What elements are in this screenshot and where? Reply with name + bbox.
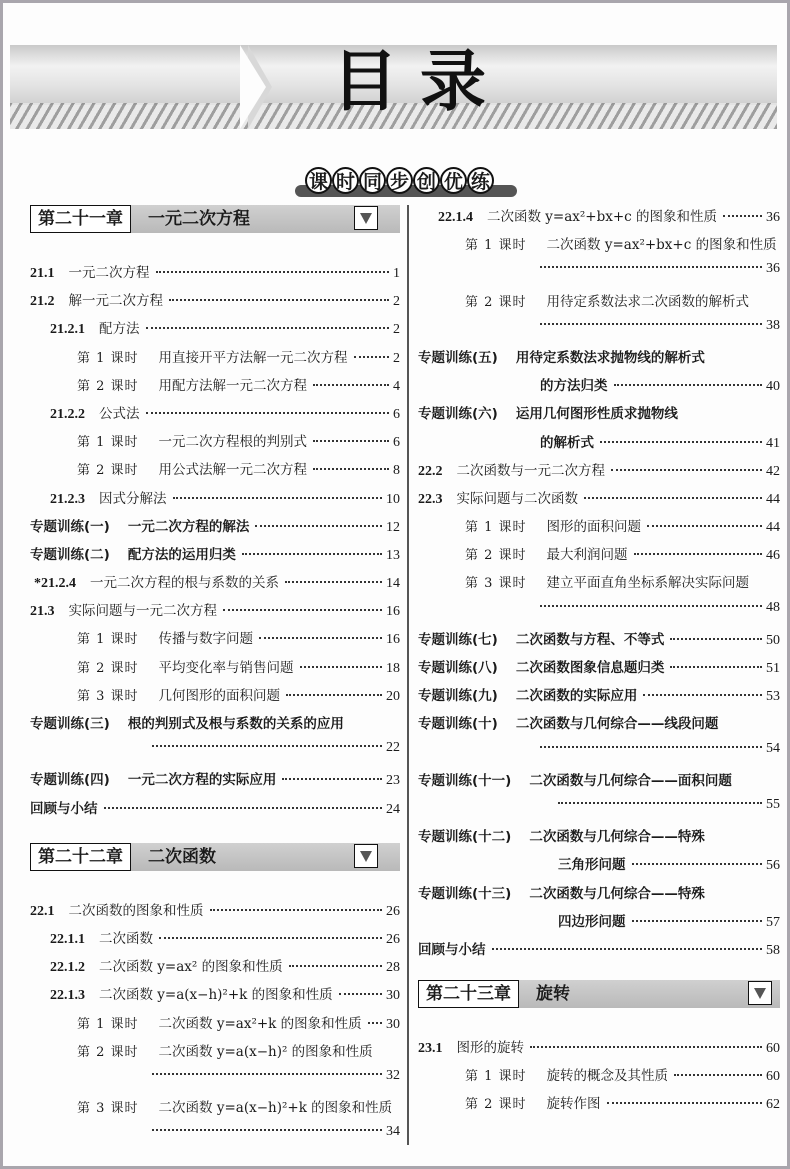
leader-dots [242, 553, 382, 555]
page-number: 20 [386, 688, 400, 704]
entry-number: 21.1 [30, 266, 55, 281]
entry-label: 建立平面直角坐标系解决实际问题 [546, 575, 750, 592]
entry-label: 最大利润问题 [546, 547, 628, 564]
toc-entry[interactable] [418, 938, 780, 966]
lesson-number: 第 2 课时 [77, 1044, 139, 1060]
toc-entry[interactable] [30, 317, 400, 345]
chevron-down-icon[interactable] [354, 206, 378, 230]
page-number: 32 [386, 1067, 400, 1083]
subtitle-char: 创 [413, 167, 440, 194]
leader-dots [611, 469, 762, 471]
entry-number: 专题训练(十三) [418, 885, 512, 902]
toc-entry[interactable] [418, 290, 780, 318]
entry-number: 22.1.1 [50, 931, 85, 947]
leader-dots [540, 605, 762, 607]
page-number: 1 [393, 266, 400, 281]
chapter-number: 第二十二章 [30, 843, 131, 871]
entry-label: 的解析式 [540, 434, 594, 451]
toc-entry[interactable] [418, 402, 780, 430]
toc-entry[interactable] [30, 684, 400, 712]
page-number: 8 [393, 463, 400, 479]
entry-label: 二次函数 y=a(x−h)²+k 的图象和性质 [99, 987, 333, 1004]
toc-entry-continuation[interactable] [418, 374, 780, 402]
entry-label: 图形的面积问题 [546, 519, 642, 536]
page-number: 18 [386, 660, 400, 676]
page-number: 23 [386, 773, 400, 789]
entry-label: 用直接开平方法解一元二次方程 [158, 349, 348, 366]
entry-label: 二次函数与几何综合——特殊 [529, 829, 705, 846]
toc-entry-continuation[interactable] [418, 910, 780, 938]
page-number: 2 [393, 294, 400, 310]
lesson-number: 第 1 课时 [77, 1016, 139, 1032]
toc-entry[interactable] [418, 628, 780, 656]
leader-dots [540, 746, 762, 748]
chapter-title: 二次函数 [148, 846, 216, 867]
entry-label: 二次函数与一元二次方程 [456, 462, 605, 479]
toc-entry[interactable] [418, 233, 780, 261]
page-number: 2 [393, 350, 400, 366]
entry-number: 21.2.3 [50, 491, 85, 507]
entry-label: 二次函数与几何综合——特殊 [529, 885, 705, 902]
toc-entry[interactable] [30, 1040, 400, 1068]
entry-label: 用待定系数法求抛物线的解析式 [515, 349, 705, 366]
lesson-number: 第 1 课时 [77, 435, 139, 451]
entry-number: 专题训练(二) [30, 546, 110, 563]
column-divider [407, 205, 409, 1145]
page-number: 60 [766, 1041, 780, 1057]
leader-dots [313, 440, 389, 442]
toc-entry[interactable] [418, 882, 780, 910]
entry-label: 一元二次方程的实际应用 [127, 772, 277, 789]
toc-entry[interactable] [30, 515, 400, 543]
entry-label: 公式法 [99, 405, 140, 422]
entry-label: 图形的旋转 [456, 1040, 524, 1057]
entry-label: 实际问题与二次函数 [456, 490, 578, 507]
entry-number: 21.2.2 [50, 406, 85, 422]
page-number: 30 [386, 988, 400, 1004]
title-banner [10, 45, 777, 131]
entry-label: 二次函数 y=ax²+bx+c 的图象和性质 [487, 209, 718, 225]
toc-entry[interactable] [30, 1012, 400, 1040]
toc-entry[interactable] [30, 955, 400, 983]
leader-dots [152, 745, 382, 747]
toc-left-column [30, 205, 400, 1152]
entry-label: 运用几何图形性质求抛物线 [515, 406, 678, 423]
leader-dots [540, 323, 762, 325]
lesson-number: 第 3 课时 [77, 688, 139, 704]
entry-label: 二次函数与几何综合——线段问题 [515, 716, 719, 733]
toc-entry[interactable] [30, 543, 400, 571]
toc-entry[interactable] [30, 458, 400, 486]
toc-entry-continuation[interactable] [418, 261, 780, 289]
toc-entry[interactable] [418, 684, 780, 712]
page-number: 44 [766, 491, 780, 507]
toc-entry[interactable] [30, 927, 400, 955]
entry-label: 一元二次方程 [68, 265, 150, 281]
entry-number: 22.1.3 [50, 988, 85, 1004]
leader-dots [259, 637, 382, 639]
entry-label: 二次函数 y=a(x−h)²+k 的图象和性质 [158, 1100, 393, 1117]
entry-label: 二次函数的实际应用 [515, 688, 638, 705]
entry-number: 专题训练(十一) [418, 772, 512, 789]
entry-number: 专题训练(四) [30, 772, 110, 789]
page-number: 55 [766, 796, 780, 812]
toc-entry[interactable] [418, 1036, 780, 1064]
lesson-number: 第 1 课时 [465, 1069, 527, 1085]
leader-dots [169, 299, 389, 301]
entry-label: 二次函数 y=a(x−h)² 的图象和性质 [158, 1043, 373, 1060]
page-number: 24 [386, 801, 400, 817]
entry-label: 二次函数的图象和性质 [68, 902, 204, 919]
toc-entry[interactable] [418, 346, 780, 374]
entry-label: 因式分解法 [99, 490, 167, 507]
leader-dots [210, 909, 383, 911]
toc-entry[interactable] [30, 599, 400, 627]
leader-dots [632, 863, 763, 865]
entry-label: 旋转的概念及其性质 [546, 1068, 669, 1085]
toc-entry-continuation[interactable] [418, 741, 780, 769]
page-number: 51 [766, 661, 780, 676]
page-number: 13 [386, 547, 400, 563]
page-number: 22 [386, 740, 400, 756]
chevron-down-icon[interactable] [748, 981, 772, 1005]
entry-label: 二次函数与方程、不等式 [515, 631, 665, 648]
leader-dots [223, 609, 382, 611]
leader-dots [339, 993, 382, 995]
entry-label: 回顾与小结 [418, 941, 486, 958]
lesson-number: 第 2 课时 [77, 463, 139, 479]
entry-label: 用配方法解一元二次方程 [158, 377, 308, 394]
leader-dots [368, 1022, 382, 1024]
entry-label: 几何图形的面积问题 [158, 687, 281, 704]
leader-dots [354, 356, 389, 358]
toc-entry[interactable] [30, 374, 400, 402]
page-number: 28 [386, 960, 400, 976]
leader-dots [607, 1102, 762, 1104]
entry-label: 四边形问题 [558, 913, 626, 930]
leader-dots [285, 581, 382, 583]
leader-dots [156, 271, 390, 273]
chapter-title: 一元二次方程 [148, 209, 250, 229]
toc-entry[interactable] [418, 769, 780, 797]
entry-label: 二次函数 y=ax² 的图象和性质 [99, 959, 283, 976]
chapter-title: 旋转 [536, 984, 570, 1005]
leader-dots [159, 937, 382, 939]
page-number: 6 [393, 435, 400, 451]
leader-dots [104, 807, 383, 809]
subtitle-char: 同 [359, 167, 386, 194]
entry-number: 专题训练(八) [418, 660, 498, 676]
page-number: 2 [393, 322, 400, 338]
toc-entry-continuation[interactable] [30, 1068, 400, 1096]
subtitle-char: 练 [467, 167, 494, 194]
page-number: 34 [386, 1124, 400, 1140]
page-number: 53 [766, 689, 780, 705]
entry-label: 一元二次方程根的判别式 [158, 434, 308, 451]
page-number: 62 [766, 1097, 780, 1113]
lesson-number: 第 1 课时 [465, 520, 527, 536]
entry-label: 传播与数字问题 [158, 631, 254, 648]
page-number: 12 [386, 519, 400, 535]
page-number: 50 [766, 632, 780, 648]
lesson-number: 第 2 课时 [77, 378, 139, 394]
leader-dots [647, 525, 762, 527]
entry-label: 三角形问题 [558, 857, 626, 874]
lesson-number: 第 2 课时 [465, 1097, 527, 1113]
entry-label: 实际问题与一元二次方程 [68, 603, 217, 620]
entry-number: 专题训练(十二) [418, 829, 512, 846]
page-number: 10 [386, 491, 400, 507]
entry-label: 根的判别式及根与系数的关系的应用 [127, 716, 344, 732]
page-number: 44 [766, 520, 780, 536]
leader-dots [146, 327, 390, 329]
entry-label: 的方法归类 [540, 378, 608, 395]
chevron-down-icon[interactable] [354, 844, 378, 868]
entry-label: 二次函数 [99, 930, 153, 947]
subtitle-char: 步 [386, 167, 413, 194]
toc-entry[interactable] [30, 983, 400, 1011]
entry-label: 用待定系数法求二次函数的解析式 [546, 293, 750, 310]
entry-label: 回顾与小结 [30, 800, 98, 817]
leader-dots [530, 1046, 762, 1048]
leader-dots [674, 1074, 762, 1076]
toc-entry[interactable] [30, 1096, 400, 1124]
toc-entry[interactable] [30, 289, 400, 317]
page-number: 56 [766, 858, 780, 874]
toc-entry[interactable] [30, 656, 400, 684]
entry-number: 21.2 [30, 294, 55, 310]
entry-number: 专题训练(九) [418, 688, 498, 705]
toc-entry[interactable] [30, 768, 400, 796]
page-number: 26 [386, 931, 400, 947]
leader-dots [540, 266, 762, 268]
entry-label: 一元二次方程的根与系数的关系 [90, 575, 279, 592]
toc-entry[interactable] [418, 487, 780, 515]
entry-number: 21.3 [30, 604, 55, 620]
leader-dots [723, 215, 762, 217]
toc-entry-continuation[interactable] [30, 740, 400, 768]
leader-dots [632, 920, 763, 922]
toc-entry[interactable] [30, 487, 400, 515]
toc-entry[interactable] [418, 515, 780, 543]
entry-number: 专题训练(三) [30, 716, 110, 732]
page-number: 41 [766, 435, 780, 451]
entry-label: 一元二次方程的解法 [127, 518, 250, 535]
chapter-number: 第二十一章 [30, 205, 131, 233]
entry-label: 二次函数与几何综合——面积问题 [529, 772, 732, 789]
toc-right-column [418, 205, 780, 1121]
entry-label: 二次函数 y=ax²+k 的图象和性质 [158, 1015, 362, 1032]
toc-entry[interactable] [30, 712, 400, 740]
leader-dots [173, 497, 383, 499]
toc-entry-continuation[interactable] [418, 797, 780, 825]
chapter-header-21[interactable] [30, 205, 400, 233]
entry-number: 22.1 [30, 903, 55, 919]
lesson-number: 第 3 课时 [465, 576, 527, 592]
lesson-number: 第 2 课时 [465, 548, 527, 564]
leader-dots [492, 948, 763, 950]
leader-dots [152, 1129, 382, 1131]
entry-label: 配方法的运用归类 [127, 546, 236, 563]
leader-dots [614, 384, 763, 386]
page-number: 16 [386, 632, 400, 648]
lesson-number: 第 2 课时 [465, 294, 527, 310]
entry-label: 解一元二次方程 [68, 293, 163, 310]
toc-entry-continuation[interactable] [418, 318, 780, 346]
page-number: 14 [386, 576, 400, 592]
subtitle-char: 课 [305, 167, 332, 194]
toc-entry[interactable] [30, 430, 400, 458]
leader-dots [300, 666, 382, 668]
leader-dots [146, 412, 390, 414]
entry-number: 22.1.2 [50, 960, 85, 976]
chevron-gap [240, 45, 266, 129]
leader-dots [313, 468, 389, 470]
entry-number: 专题训练(七) [418, 631, 498, 648]
toc-entry[interactable] [30, 571, 400, 599]
toc-entry-continuation[interactable] [418, 600, 780, 628]
chapter-number: 第二十三章 [418, 980, 519, 1008]
subtitle-char: 优 [440, 167, 467, 194]
lesson-number: 第 1 课时 [465, 238, 527, 254]
entry-number: 专题训练(一) [30, 518, 110, 535]
leader-dots [584, 497, 762, 499]
toc-entry[interactable] [30, 402, 400, 430]
entry-label: 旋转作图 [546, 1096, 601, 1113]
lesson-number: 第 1 课时 [77, 632, 139, 648]
entry-number: 22.2 [418, 463, 443, 479]
leader-dots [289, 965, 382, 967]
entry-number: 专题训练(六) [418, 406, 498, 423]
entry-number: 22.3 [418, 491, 443, 507]
toc-entry[interactable] [418, 656, 780, 684]
page-number: 16 [386, 604, 400, 620]
toc-entry[interactable] [30, 261, 400, 289]
page-number: 58 [766, 942, 780, 958]
page-number: 38 [766, 317, 780, 333]
toc-entry[interactable] [418, 571, 780, 599]
chapter-header-23[interactable] [418, 980, 780, 1008]
entry-label: 平均变化率与销售问题 [158, 659, 294, 676]
toc-entry-continuation[interactable] [30, 1124, 400, 1152]
subtitle-char: 时 [332, 167, 359, 194]
toc-entry[interactable] [418, 1064, 780, 1092]
leader-dots [313, 384, 389, 386]
page-number: 36 [766, 261, 780, 277]
entry-label: 用公式法解一元二次方程 [158, 462, 308, 479]
leader-dots [286, 694, 382, 696]
toc-entry[interactable] [30, 797, 400, 825]
toc-entry[interactable] [418, 205, 780, 233]
leader-dots [600, 441, 762, 443]
toc-entry[interactable] [418, 543, 780, 571]
leader-dots [152, 1073, 382, 1075]
entry-number: *21.2.4 [34, 576, 76, 592]
entry-label: 配方法 [99, 321, 140, 338]
toc-entry[interactable] [30, 346, 400, 374]
page-title: 目录 [332, 43, 508, 120]
page-number: 46 [766, 548, 780, 564]
leader-dots [670, 666, 762, 668]
toc-entry[interactable] [418, 459, 780, 487]
toc-entry[interactable] [30, 627, 400, 655]
leader-dots [634, 553, 762, 555]
lesson-number: 第 3 课时 [77, 1101, 139, 1117]
lesson-number: 第 2 课时 [77, 660, 139, 676]
page-number: 26 [386, 903, 400, 919]
entry-number: 专题训练(五) [418, 349, 498, 366]
entry-number: 21.2.1 [50, 322, 85, 338]
leader-dots [558, 802, 762, 804]
chapter-header-22[interactable] [30, 843, 400, 871]
leader-dots [255, 525, 382, 527]
toc-entry[interactable] [30, 899, 400, 927]
page-number: 36 [766, 210, 780, 225]
toc-entry[interactable] [418, 712, 780, 740]
entry-number: 专题训练(十) [418, 716, 498, 733]
leader-dots [643, 694, 762, 696]
page-number: 6 [393, 406, 400, 422]
page-number: 48 [766, 599, 780, 615]
page-number: 4 [393, 378, 400, 394]
lesson-number: 第 1 课时 [77, 350, 139, 366]
page-number: 30 [386, 1016, 400, 1032]
leader-dots [670, 638, 762, 640]
entry-number: 22.1.4 [438, 210, 473, 225]
entry-label: 二次函数图象信息题归类 [515, 660, 665, 676]
page-number: 57 [766, 914, 780, 930]
page-number: 54 [766, 740, 780, 756]
toc-entry[interactable] [418, 1092, 780, 1120]
toc-entry-continuation[interactable] [418, 431, 780, 459]
page-number: 60 [766, 1069, 780, 1085]
toc-entry-continuation[interactable] [418, 853, 780, 881]
leader-dots [282, 778, 382, 780]
page-number: 42 [766, 463, 780, 479]
entry-number: 23.1 [418, 1041, 443, 1057]
toc-entry[interactable] [418, 825, 780, 853]
page-number: 40 [766, 379, 780, 395]
entry-label: 二次函数 y=ax²+bx+c 的图象和性质 [546, 237, 777, 254]
